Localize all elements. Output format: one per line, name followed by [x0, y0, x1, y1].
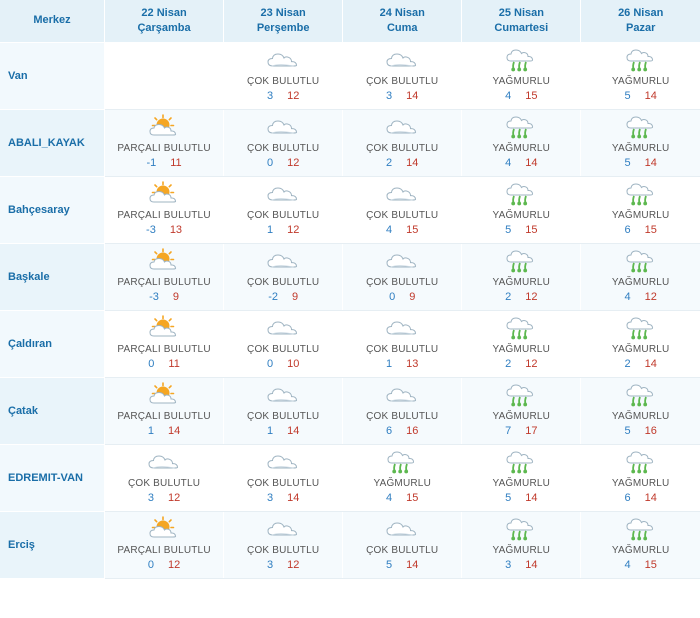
temperature-range: [505, 559, 537, 571]
forecast-cell: [105, 109, 224, 176]
temperature-range: [267, 492, 299, 504]
header-day-3-weekday: Cumartesi: [494, 21, 549, 34]
temp-max: 15: [644, 223, 657, 236]
condition-label: YAĞMURLU: [492, 410, 551, 422]
condition-label: ÇOK BULUTLU: [366, 209, 439, 221]
rainy-icon: [621, 313, 661, 343]
temp-max: 11: [168, 357, 180, 370]
temperature-range: [148, 358, 180, 370]
temperature-range: [386, 90, 418, 102]
condition-label: PARÇALI BULUTLU: [117, 209, 211, 221]
city-name-cell[interactable]: Çatak: [0, 377, 105, 444]
condition-label: PARÇALI BULUTLU: [117, 343, 211, 355]
condition-label: YAĞMURLU: [492, 477, 551, 489]
city-name-cell[interactable]: EDREMIT-VAN: [0, 444, 105, 511]
temp-max: 12: [287, 558, 300, 571]
condition-label: PARÇALI BULUTLU: [117, 410, 211, 422]
temperature-range: [625, 425, 657, 437]
temp-min: 3: [266, 491, 274, 504]
table-header: [0, 0, 700, 42]
condition-label: YAĞMURLU: [492, 343, 551, 355]
rainy-icon: [621, 112, 661, 142]
temp-max: 14: [167, 424, 181, 437]
condition-label: ÇOK BULUTLU: [247, 410, 320, 422]
temp-min: 5: [624, 89, 631, 102]
temp-min: 3: [386, 89, 393, 102]
cloudy-icon: [382, 313, 422, 343]
city-name-cell[interactable]: ABALI_KAYAK: [0, 109, 105, 176]
rainy-icon: [501, 313, 541, 343]
temperature-range: [267, 425, 299, 437]
temp-max: 12: [525, 357, 538, 370]
temperature-range: [146, 157, 181, 169]
rainy-icon: [501, 380, 541, 410]
temperature-range: [505, 90, 537, 102]
forecast-cell: [343, 377, 462, 444]
temp-min: 2: [386, 156, 393, 169]
condition-label: ÇOK BULUTLU: [366, 410, 439, 422]
cloudy-icon: [382, 112, 422, 142]
cloudy-icon: [382, 246, 422, 276]
condition-label: ÇOK BULUTLU: [247, 544, 320, 556]
temperature-range: [505, 358, 537, 370]
temperature-range: [148, 492, 180, 504]
condition-label: ÇOK BULUTLU: [366, 142, 439, 154]
partly-cloudy-icon: [144, 179, 184, 209]
rainy-icon: [501, 246, 541, 276]
temperature-range: [149, 291, 179, 303]
temp-max: 14: [406, 558, 419, 571]
temperature-range: [267, 157, 299, 169]
forecast-cell: [105, 444, 224, 511]
rainy-icon: [501, 179, 541, 209]
temp-min: 4: [624, 290, 631, 303]
cloudy-icon: [263, 179, 303, 209]
forecast-cell: [462, 310, 581, 377]
temperature-range: [386, 425, 418, 437]
cloudy-icon: [382, 179, 422, 209]
forecast-cell: [224, 511, 343, 578]
condition-label: YAĞMURLU: [492, 544, 551, 556]
temp-min: 5: [624, 156, 631, 169]
temp-min: 0: [148, 357, 155, 370]
forecast-cell: [581, 377, 700, 444]
temp-max: 14: [525, 156, 538, 169]
temp-min: 4: [386, 491, 393, 504]
temp-max: 15: [406, 223, 419, 236]
temperature-range: [386, 559, 418, 571]
temp-max: 12: [644, 290, 657, 303]
partly-cloudy-icon: [144, 246, 184, 276]
rainy-icon: [621, 447, 661, 477]
header-day-2-date: 24 Nisan: [379, 7, 425, 19]
condition-label: YAĞMURLU: [492, 276, 551, 288]
header-day-3: [462, 0, 581, 42]
temp-max: 11: [170, 156, 182, 169]
condition-label: ÇOK BULUTLU: [247, 477, 320, 489]
temp-max: 15: [644, 558, 657, 571]
temp-max: 15: [406, 491, 419, 504]
temp-max: 12: [167, 491, 181, 504]
temperature-range: [625, 157, 657, 169]
temperature-range: [505, 291, 537, 303]
temp-max: 14: [525, 558, 538, 571]
temp-max: 14: [287, 424, 300, 437]
partly-cloudy-icon: [144, 514, 184, 544]
forecast-cell: [462, 511, 581, 578]
temperature-range: [625, 492, 657, 504]
forecast-cell: [224, 109, 343, 176]
forecast-cell: [224, 377, 343, 444]
temp-max: 15: [525, 223, 538, 236]
table-row: [0, 42, 700, 109]
forecast-cell: [343, 310, 462, 377]
condition-label: YAĞMURLU: [611, 477, 670, 489]
forecast-cell: [343, 109, 462, 176]
forecast-cell: [581, 243, 700, 310]
temp-max: 12: [287, 89, 300, 102]
temp-min: 5: [505, 491, 512, 504]
cloudy-icon: [263, 380, 303, 410]
temp-max: 9: [172, 290, 179, 303]
temperature-range: [625, 90, 657, 102]
temp-max: 14: [644, 491, 657, 504]
temperature-range: [148, 559, 180, 571]
temperature-range: [505, 224, 537, 236]
forecast-cell: [105, 310, 224, 377]
rainy-icon: [621, 380, 661, 410]
condition-label: YAĞMURLU: [611, 276, 670, 288]
city-name-cell[interactable]: Çaldıran: [0, 310, 105, 377]
temperature-range: [625, 291, 657, 303]
rainy-icon: [621, 246, 661, 276]
forecast-cell: [581, 176, 700, 243]
forecast-cell: [105, 42, 224, 109]
header-day-1: [224, 0, 343, 42]
temperature-range: [625, 358, 657, 370]
temperature-range: [148, 425, 180, 437]
temperature-range: [505, 425, 537, 437]
condition-label: YAĞMURLU: [611, 410, 670, 422]
forecast-cell: [224, 176, 343, 243]
forecast-cell: [581, 444, 700, 511]
table-row: [0, 377, 700, 444]
condition-label: PARÇALI BULUTLU: [117, 276, 211, 288]
temp-min: 2: [505, 290, 512, 303]
condition-label: ÇOK BULUTLU: [247, 142, 320, 154]
temp-max: 13: [406, 357, 419, 370]
temperature-range: [386, 358, 418, 370]
temperature-range: [625, 224, 657, 236]
rainy-icon: [621, 514, 661, 544]
forecast-cell: [462, 42, 581, 109]
rainy-icon: [501, 514, 541, 544]
temp-max: 14: [287, 491, 300, 504]
temp-max: 14: [644, 357, 657, 370]
condition-label: ÇOK BULUTLU: [366, 343, 439, 355]
temp-min: 3: [505, 558, 512, 571]
temp-min: 4: [624, 558, 631, 571]
table-row: [0, 109, 700, 176]
temp-min: 0: [389, 290, 396, 303]
temperature-range: [389, 291, 415, 303]
condition-label: YAĞMURLU: [611, 75, 670, 87]
temp-min: 6: [624, 491, 631, 504]
temp-max: 14: [406, 89, 419, 102]
condition-label: YAĞMURLU: [492, 142, 551, 154]
forecast-cell: [343, 511, 462, 578]
temp-max: 14: [644, 89, 657, 102]
condition-label: YAĞMURLU: [492, 209, 551, 221]
forecast-cell: [343, 444, 462, 511]
condition-label: YAĞMURLU: [611, 142, 670, 154]
temp-min: 0: [266, 156, 274, 169]
forecast-cell: [462, 243, 581, 310]
condition-label: ÇOK BULUTLU: [247, 343, 320, 355]
condition-label: YAĞMURLU: [611, 544, 670, 556]
partly-cloudy-icon: [144, 112, 184, 142]
cloudy-icon: [382, 45, 422, 75]
forecast-cell: [462, 176, 581, 243]
temp-max: 12: [167, 558, 181, 571]
header-day-4-weekday: Pazar: [626, 21, 656, 34]
temp-min: 0: [266, 357, 274, 370]
rainy-icon: [501, 45, 541, 75]
temp-min: 0: [147, 558, 154, 571]
temp-max: 12: [525, 290, 538, 303]
temperature-range: [146, 224, 182, 236]
forecast-cell: [462, 444, 581, 511]
forecast-cell: [462, 109, 581, 176]
temp-min: 3: [266, 558, 274, 571]
condition-label: ÇOK BULUTLU: [127, 477, 201, 489]
condition-label: YAĞMURLU: [492, 75, 551, 87]
temp-min: 6: [386, 424, 393, 437]
temp-min: -1: [146, 156, 157, 169]
temp-max: 9: [409, 290, 416, 303]
city-name-cell[interactable]: Bahçesaray: [0, 176, 105, 243]
temp-min: 3: [147, 491, 154, 504]
header-day-1-weekday: Perşembe: [256, 21, 310, 34]
temperature-range: [505, 492, 537, 504]
rainy-icon: [621, 45, 661, 75]
temp-min: 1: [147, 424, 154, 437]
temp-min: 7: [505, 424, 512, 437]
temp-min: -2: [268, 290, 278, 303]
condition-label: ÇOK BULUTLU: [247, 276, 320, 288]
city-name-cell[interactable]: Erciş: [0, 511, 105, 578]
temp-max: 10: [287, 357, 300, 370]
temp-max: 13: [169, 223, 183, 236]
temp-max: 12: [287, 223, 300, 236]
temperature-range: [267, 358, 299, 370]
table-row: [0, 243, 700, 310]
cloudy-icon: [263, 514, 303, 544]
condition-label: YAĞMURLU: [373, 477, 431, 489]
temp-max: 14: [644, 156, 657, 169]
partly-cloudy-icon: [144, 380, 184, 410]
condition-label: ÇOK BULUTLU: [366, 75, 439, 87]
temp-max: 14: [406, 156, 419, 169]
cloudy-icon: [263, 45, 303, 75]
rainy-icon: [501, 447, 541, 477]
temp-min: 6: [624, 223, 631, 236]
forecast-cell: [343, 176, 462, 243]
temperature-range: [386, 492, 418, 504]
condition-label: ÇOK BULUTLU: [247, 75, 320, 87]
rainy-icon: [621, 179, 661, 209]
temp-min: 3: [266, 89, 274, 102]
temp-max: 14: [525, 491, 538, 504]
temp-max: 16: [406, 424, 419, 437]
temp-min: 4: [505, 89, 512, 102]
header-day-0: [105, 0, 224, 42]
forecast-cell: [105, 176, 224, 243]
temp-min: 5: [505, 223, 512, 236]
table-body: [0, 42, 700, 578]
cloudy-icon: [263, 313, 303, 343]
header-row: [0, 0, 700, 42]
cloudy-icon: [263, 447, 303, 477]
table-row: [0, 444, 700, 511]
cloudy-icon: [382, 380, 422, 410]
temp-min: 2: [624, 357, 631, 370]
condition-label: PARÇALI BULUTLU: [117, 142, 211, 154]
forecast-cell: [581, 109, 700, 176]
header-day-0-date: 22 Nisan: [141, 7, 187, 19]
forecast-cell: [224, 42, 343, 109]
forecast-cell: [105, 511, 224, 578]
temp-max: 15: [525, 89, 538, 102]
cloudy-icon: [263, 246, 303, 276]
temperature-range: [267, 224, 299, 236]
partly-cloudy-icon: [144, 313, 184, 343]
rainy-icon: [501, 112, 541, 142]
condition-label: ÇOK BULUTLU: [366, 276, 439, 288]
cloudy-icon: [144, 447, 184, 477]
forecast-cell: [105, 377, 224, 444]
condition-label: YAĞMURLU: [611, 209, 670, 221]
table-row: [0, 176, 700, 243]
cloudy-icon: [263, 112, 303, 142]
forecast-cell: [462, 377, 581, 444]
temperature-range: [386, 157, 418, 169]
header-day-1-date: 23 Nisan: [260, 7, 306, 19]
header-day-4: [581, 0, 700, 42]
forecast-cell: [105, 243, 224, 310]
condition-label: ÇOK BULUTLU: [247, 209, 320, 221]
temp-max: 12: [287, 156, 300, 169]
temp-max: 9: [291, 290, 299, 303]
header-day-2: [343, 0, 462, 42]
temperature-range: [267, 90, 299, 102]
temp-min: 1: [386, 357, 393, 370]
forecast-cell: [224, 243, 343, 310]
forecast-cell: [581, 310, 700, 377]
temp-max: 17: [525, 424, 538, 437]
condition-label: YAĞMURLU: [611, 343, 670, 355]
temperature-range: [267, 559, 299, 571]
temp-min: -3: [146, 223, 156, 236]
header-day-4-date: 26 Nisan: [618, 7, 664, 19]
header-day-2-weekday: Cuma: [386, 21, 418, 34]
forecast-cell: [224, 444, 343, 511]
forecast-cell: [343, 243, 462, 310]
temperature-range: [386, 224, 418, 236]
temp-min: -3: [149, 290, 159, 303]
temp-min: 5: [624, 424, 631, 437]
city-name-cell[interactable]: Başkale: [0, 243, 105, 310]
header-day-3-date: 25 Nisan: [498, 7, 544, 19]
table-row: [0, 511, 700, 578]
forecast-cell: [581, 42, 700, 109]
condition-label: ÇOK BULUTLU: [366, 544, 439, 556]
temperature-range: [625, 559, 657, 571]
temp-min: 1: [266, 223, 274, 236]
header-city-column: Merkez: [0, 0, 105, 42]
temp-min: 4: [386, 223, 393, 236]
condition-label: PARÇALI BULUTLU: [117, 544, 211, 556]
temp-min: 1: [266, 424, 274, 437]
temperature-range: [505, 157, 537, 169]
header-day-0-weekday: Çarşamba: [137, 21, 191, 34]
forecast-cell: [343, 42, 462, 109]
temp-max: 16: [644, 424, 657, 437]
temp-min: 5: [386, 558, 393, 571]
temp-min: 2: [505, 357, 512, 370]
table-row: [0, 310, 700, 377]
forecast-cell: [224, 310, 343, 377]
forecast-cell: [581, 511, 700, 578]
rainy-icon: [382, 447, 422, 477]
city-name-cell[interactable]: Van: [0, 42, 105, 109]
temp-min: 4: [505, 156, 512, 169]
cloudy-icon: [382, 514, 422, 544]
temperature-range: [268, 291, 298, 303]
